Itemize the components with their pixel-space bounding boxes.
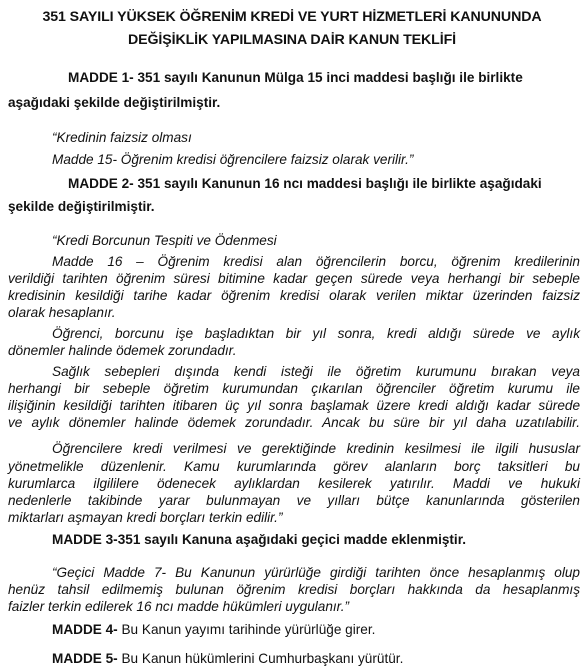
article-3-body-line-1: “Geçici Madde 7- Bu Kanunun yürürlüğe girdiği tarihten önce hesaplanmış olup [52,565,580,580]
article-3-body-line-3: faizler terkin edilerek 16 ncı madde hükümleri uygulanır.” [8,599,350,614]
article-2-body-line-9: herhangi bir sebeple öğretim kurumundan çıkarılan öğrenciler öğretim kurumu ile [8,381,580,396]
article-2-body-line-7: dönemler halinde ödemek zorundadır. [8,343,237,358]
article-2-body-line-12: Öğrencilere kredi verilmesi ve gerektiğinde kredinin kesilmesi ile ilgili hususlar [52,441,580,456]
article-2-heading-line-2: şekilde değiştirilmiştir. [8,199,155,214]
article-4-text: Bu Kanun yayımı tarihinde yürürlüğe girer. [117,622,376,637]
article-2-body-line-6: Öğrenci, borcunu işe başladıktan bir yıl sonra, kredi aldığı sürede ve aylık [52,326,580,341]
article-2-body-line-13: yönetmelikle düzenlenir. Kamu kurumlarında görev alanların borç taksitleri bu [8,459,580,474]
article-2-body-line-5: olarak hesaplanır. [8,305,116,320]
article-3-heading: MADDE 3-351 sayılı Kanuna aşağıdaki geçici madde eklenmiştir. [52,532,467,547]
article-5-line [52,650,403,667]
article-4-line [52,621,375,638]
document-title-line-1: 351 SAYILI YÜKSEK ÖĞRENİM KREDİ VE YURT HİZMETLERİ KANUNUNDA [42,9,542,25]
article-1-heading-line-2: aşağıdaki şekilde değiştirilmiştir. [8,95,221,110]
article-2-body-line-1: “Kredi Borcunun Tespiti ve Ödenmesi [52,233,277,248]
article-2-body-line-16: miktarları aşmayan kredi borçları terkin edilir.” [8,510,283,525]
article-1-body-line-1: “Kredinin faizsiz olması [52,130,192,145]
article-2-heading-line-1: MADDE 2- 351 sayılı Kanunun 16 ncı maddesi başlığı ile birlikte aşağıdaki [68,176,542,191]
article-3-body-line-2: henüz tahsil edilmemiş bulunan öğrenim kredisi borçları hakkında da hesaplanmış [8,582,580,597]
article-2-body-line-8: Sağlık sebepleri dışında kendi isteği ile öğretim kurumunu bırakan veya [52,364,580,379]
article-2-body-line-10: ilişiğinin kesildiği tarihten itibaren üç yıl sonra başlamak üzere kredi aldığı kadar sürede [8,398,580,413]
article-2-body-line-11: ve aylık dönemler halinde ödemek zorundadır. Ancak bu süre bir yıl daha uzatılabilir. [8,415,580,430]
article-5-label: MADDE 5- [52,651,118,666]
article-1-body-line-2: Madde 15- Öğrenim kredisi öğrencilere faizsiz olarak verilir.” [52,152,414,167]
article-1-heading-line-1: MADDE 1- 351 sayılı Kanunun Mülga 15 inci maddesi başlığı ile birlikte [68,70,523,85]
article-2-body-line-4: kredisinin kesildiği tarihe kadar öğrenim kredisi olarak verilen miktar üzerinden faizsiz [8,288,580,303]
article-2-body-line-2: Madde 16 – Öğrenim kredisi alan öğrencilerin borcu, öğrenim kredilerinin [52,254,580,269]
article-2-body-line-3: verildiği tarihten öğrenim süresi bitimine kadar geçen sürede veya herhangi bir sebeple [8,271,580,286]
article-4-label: MADDE 4- [52,622,118,637]
article-2-body-line-14: kurumlarca ilgililere ödenecek aylıklardan kesilerek yatırılır. Maddi ve hukuki [8,476,580,491]
article-5-text: Bu Kanun hükümlerini Cumhurbaşkanı yürütür. [117,651,404,666]
article-2-body-line-15: nedenlerle takibinde yarar bulunmayan ve yılları bütçe kanunlarında gösterilen [8,493,580,508]
document-title-line-2: DEĞİŞİKLİK YAPILMASINA DAİR KANUN TEKLİFİ [127,32,456,48]
